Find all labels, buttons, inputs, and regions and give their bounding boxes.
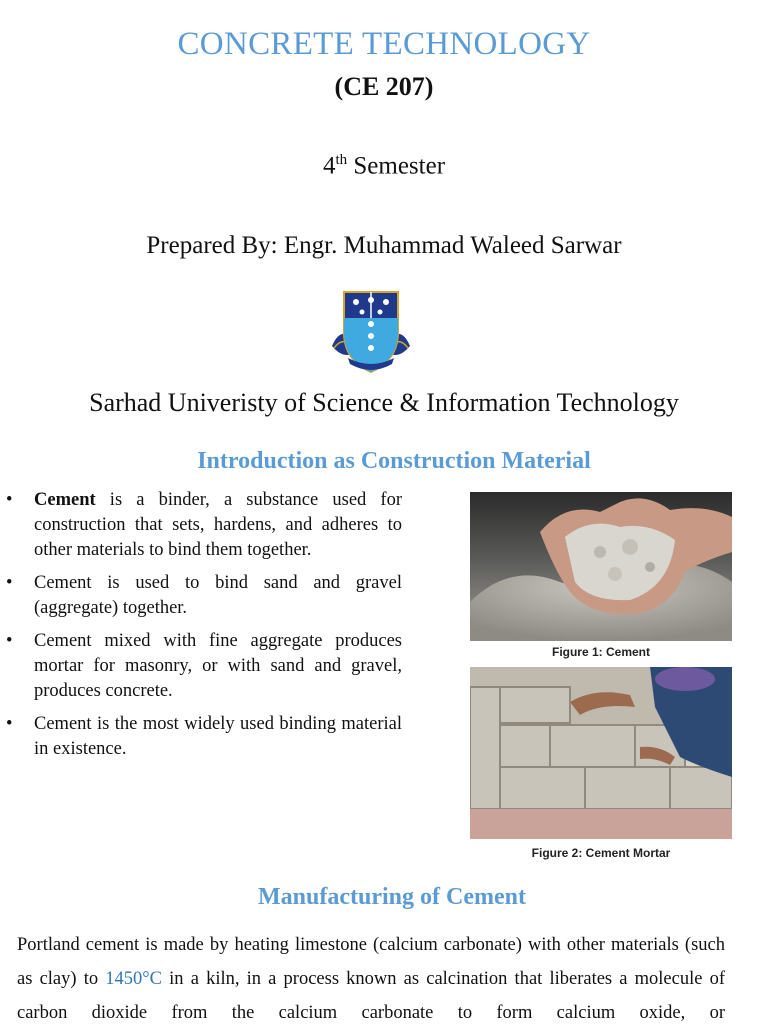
semester-word: Semester	[353, 152, 446, 180]
bullet-item: • Cement is used to bind sand and gravel (aggregate) together.	[6, 573, 402, 618]
university-name: Sarhad Univeristy of Science & Information Technology	[89, 388, 679, 417]
bullet-item: • Cement is a binder, a substance used for construction that sets, hardens, and adheres to other materials to bind them together.	[6, 490, 402, 560]
document-title: CONCRETE TECHNOLOGY	[177, 26, 591, 62]
manufacturing-heading: Manufacturing of Cement	[258, 884, 526, 910]
course-code: (CE 207)	[334, 72, 434, 101]
bullet-item: • Cement mixed with fine aggregate produces mortar for masonry, or with sand and gravel, produces concrete.	[6, 631, 402, 701]
semester-number: 4	[322, 152, 336, 180]
bullet-text: Cement is the most widely used binding material in existence.	[34, 714, 402, 759]
block-wall-mason-photo	[470, 667, 732, 839]
semester	[0, 152, 768, 180]
university-crest-icon	[326, 288, 416, 376]
intro-heading: Introduction as Construction Material	[197, 448, 591, 474]
cement-hands-photo	[470, 492, 732, 641]
prepared-by: Prepared By: Engr. Muhammad Waleed Sarwar	[146, 232, 622, 259]
bullet-text: Cement is used to bind sand and gravel (aggregate) together.	[34, 573, 402, 618]
bullet-item: • Cement is the most widely used binding material in existence.	[6, 714, 402, 759]
intro-bullet-list	[6, 488, 402, 770]
semester-suffix: th	[335, 152, 348, 168]
figure-1-caption: Figure 1: Cement	[551, 645, 650, 659]
figure-2-caption: Figure 2: Cement Mortar	[531, 846, 671, 860]
manufacturing-paragraph	[17, 928, 725, 1030]
paragraph-part-2: in a kiln, in a process known as calcination that liberates a molecule of carbon dioxide from the calcium carbonate to form calcium oxide, or	[17, 969, 726, 1023]
paragraph-part-1: Portland cement is made by heating limestone (calcium carbonate) with other materials (such as clay) to	[17, 935, 725, 989]
bullet-text: Cement mixed with fine aggregate produces mortar for masonry, or with sand and gravel, produces concrete.	[34, 631, 402, 701]
bullet-text: is a binder, a substance used for construction that sets, hardens, and adheres to other materials to bind them together.	[34, 490, 402, 560]
temperature-highlight: 1450°C	[105, 969, 162, 989]
bullet-bold: Cement	[34, 490, 96, 510]
